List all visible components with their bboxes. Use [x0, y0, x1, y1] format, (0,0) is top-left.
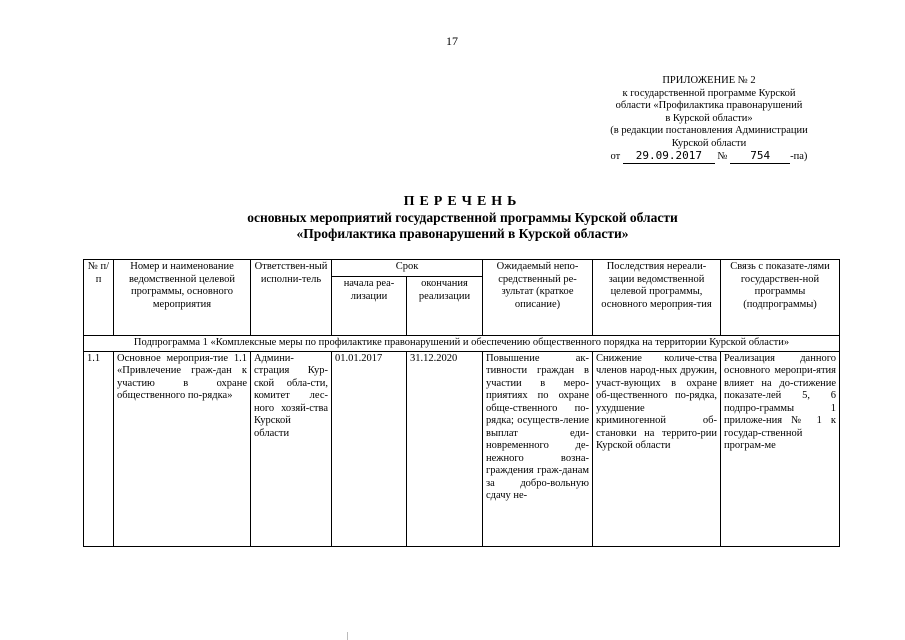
cell-num: 1.1	[84, 351, 114, 546]
resolution-date: 29.09.2017	[623, 150, 715, 164]
header-responsible: Ответствен-ный исполни-тель	[251, 260, 332, 336]
appendix-date-line	[578, 150, 840, 164]
page-number: 17	[446, 34, 458, 48]
header-name: Номер и наименование ведомственной целевой программы, основного мероприятия	[114, 260, 251, 336]
header-consequences: Последствия нереали-зации ведомственной целевой программы, основного мероприя-тия	[593, 260, 721, 336]
measures-table	[83, 259, 840, 547]
appendix-block	[578, 75, 840, 164]
scan-mark	[347, 632, 348, 640]
number-suffix: -па)	[790, 151, 808, 162]
cell-start: 01.01.2017	[332, 351, 407, 546]
title-line: «Профилактика правонарушений в Курской области»	[296, 226, 629, 241]
title-heading: ПЕРЕЧЕНЬ	[403, 194, 522, 209]
title-line: основных мероприятий государственной программы Курской области	[247, 210, 678, 225]
cell-name: Основное мероприя-тие 1.1 «Привлечение граж-дан к участию в охране общественного по-рядка»	[114, 351, 251, 546]
appendix-line: к государственной программе Курской	[622, 87, 796, 99]
header-term: Срок	[332, 260, 483, 277]
document-title	[150, 194, 775, 242]
appendix-title: ПРИЛОЖЕНИЕ № 2	[662, 75, 756, 86]
date-prefix: от	[610, 151, 621, 162]
resolution-number: 754	[730, 150, 790, 164]
appendix-line: Курской области	[671, 137, 747, 149]
header-term-start: начала реа-лизации	[332, 277, 407, 336]
table-row	[84, 351, 840, 546]
cell-responsible: Админи-страция Кур-ской обла-сти, комитет лес-ного хозяй-ства Курской области	[251, 351, 332, 546]
appendix-line: в Курской области»	[665, 112, 753, 124]
cell-expected: Повышение ак-тивности граждан в участии в меро-приятиях по охране обще-ственного по-рядка; осуществ-ление выплат еди-новременного де-нежного возна-граждения граж-данам за добро-вольную сдачу не-	[483, 351, 593, 546]
subprogram-row: Подпрограмма 1 «Комплексные меры по профилактике правонарушений и обеспечению общественного порядка на территории Курской области»	[84, 336, 840, 352]
number-prefix: №	[717, 151, 728, 162]
header-num: № п/п	[84, 260, 114, 336]
header-link: Связь с показате-лями государствен-ной программы (подпрограммы)	[721, 260, 840, 336]
appendix-line: (в редакции постановления Администрации	[610, 125, 808, 136]
cell-consequences: Снижение количе-ства членов народ-ных дружин, участ-вующих в охране об-щественного по-рядка, ухудшение криминогенной об-становки на террито-рии Курской области	[593, 351, 721, 546]
header-expected: Ожидаемый непо-средственный ре-зультат (краткое описание)	[483, 260, 593, 336]
cell-link: Реализация данного основного меропри-ятия влияет на до-стижение показате-лей 5, 6 подпро-граммы 1 приложе-ния № 1 к государ-ственной програм-ме	[721, 351, 840, 546]
cell-end: 31.12.2020	[407, 351, 483, 546]
header-term-end: окончания реализации	[407, 277, 483, 336]
appendix-line: области «Профилактика правонарушений	[615, 100, 803, 111]
